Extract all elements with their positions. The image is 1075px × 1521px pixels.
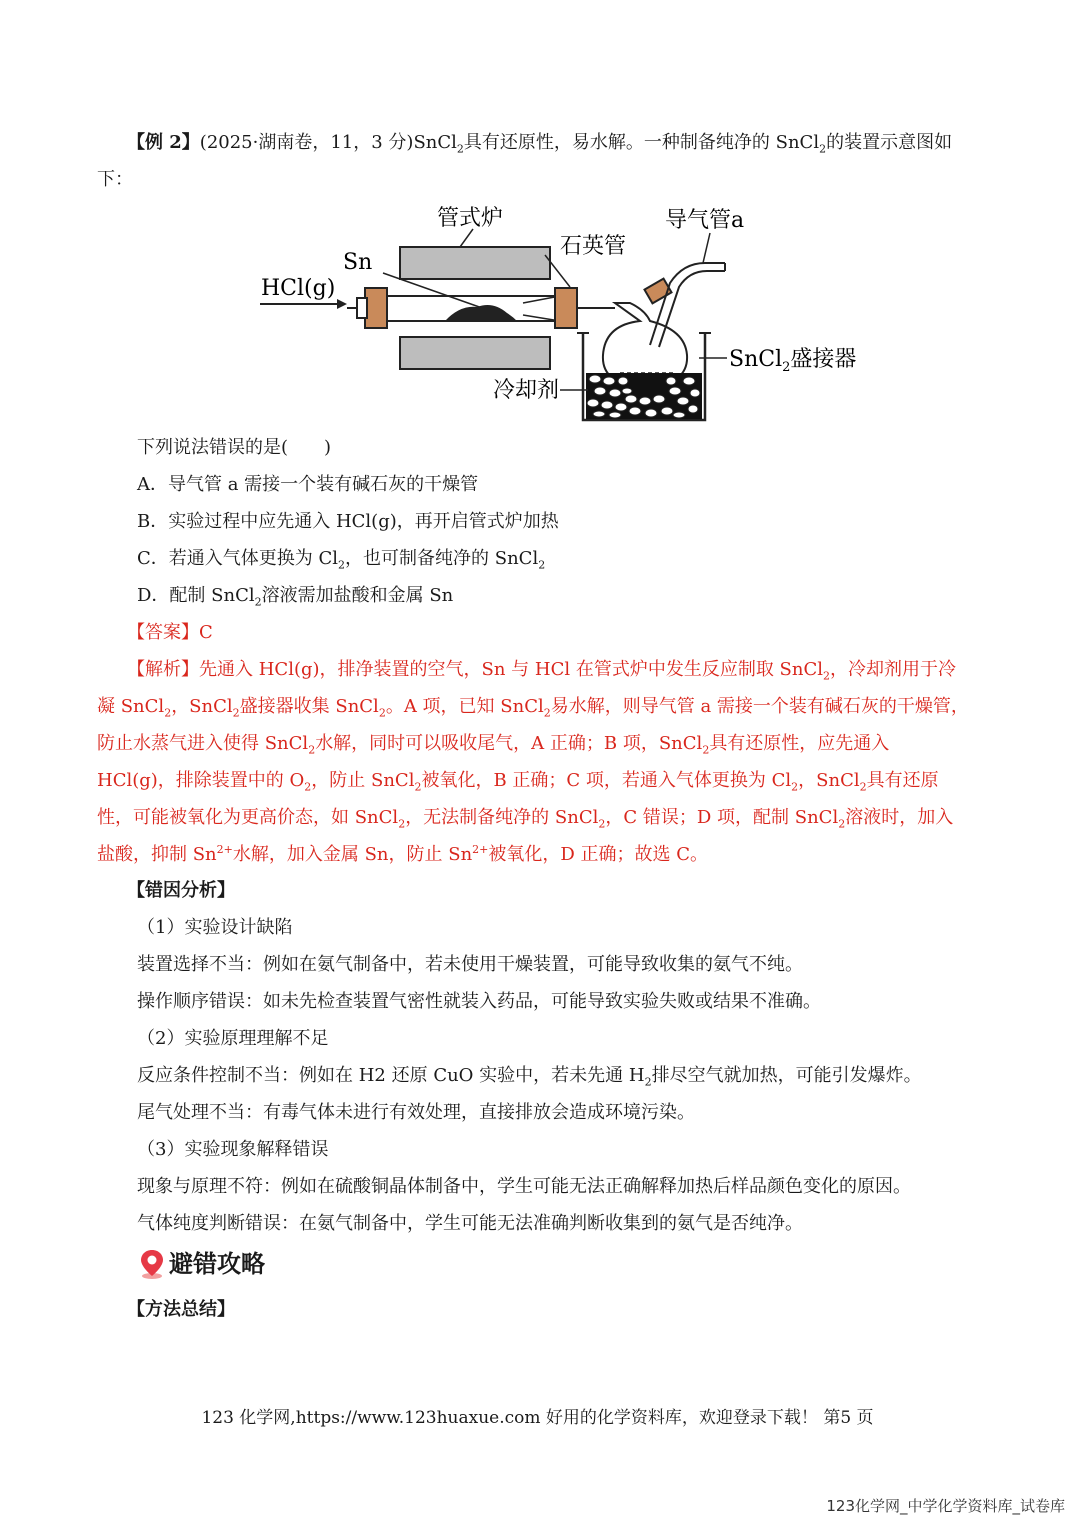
left-stopper — [365, 288, 387, 328]
furnace-bottom-block — [400, 337, 550, 369]
furnace-top-block — [400, 247, 550, 279]
option-c-text: C．若通入气体更换为 Cl — [137, 548, 339, 569]
error-paragraph-4: 尾气处理不当：有毒气体未进行有效处理，直接排放会造成环境污染。 — [137, 1102, 695, 1123]
label-sn: Sn — [343, 250, 373, 275]
label-receiver-text2: 盛接器 — [790, 347, 857, 372]
answer-tag: 【答案】 — [127, 622, 199, 643]
option-a: A．导气管 a 需接一个装有碱石灰的干燥管 — [137, 474, 479, 495]
answer-line — [127, 621, 213, 645]
analysis-line-6: 盐酸，抑制 $Sn^{2+}$水解，加入金属 Sn，防止 $Sn^{2+}$被氧化，D 正确；故选 C。 — [97, 843, 709, 865]
analysis-tag: 【解析】 — [127, 659, 199, 680]
error-heading-2: （2）实验原理理解不足 — [137, 1028, 329, 1049]
page-footer: 123 化学网,https://www.123huaxue.com 好用的化学资料库，欢迎登录下载！ 第5 页 — [201, 1408, 874, 1428]
error-paragraph-3: 反应条件控制不当：例如在 H2 还原 CuO 实验中，若未先通 $H_2$排尽空气就加热，可能引发爆炸。 — [137, 1065, 922, 1089]
option-c-sub: 2 — [338, 558, 346, 572]
apparatus-diagram — [255, 195, 865, 430]
option-b: B．实验过程中应先通入 HCl(g)，再开启管式炉加热 — [137, 511, 559, 532]
analysis-line-4: HCl(g)，排除装置中的 $O_2$，防止 SnCl$_2$被氧化，B 正确；C 项，若通入气体更换为 $Cl_2$，SnCl$_2$具有还原 — [97, 770, 939, 794]
error-paragraph-6: 气体纯度判断错误：在氨气制备中，学生可能无法准确判断收集到的氨气是否纯净。 — [137, 1213, 803, 1234]
error-paragraph-1: 装置选择不当：例如在氨气制备中，若未使用干燥装置，可能导致收集的氨气不纯。 — [137, 954, 803, 975]
section-title — [137, 1248, 265, 1280]
question-source: (2025·湖南卷，11，3 分) — [199, 132, 414, 153]
question-prompt: 下列说法错误的是( ) — [137, 437, 332, 458]
label-receiver-sub: 2 — [782, 360, 791, 375]
analysis-line-5: 性，可能被氧化为更高价态，如 SnCl$_2$，无法制备纯净的 SnCl$_2$，C 错误；D 项，配制 SnCl$_2$溶液时，加入 — [97, 807, 954, 831]
analysis-line-3: 防止水蒸气进入使得 SnCl$_2$水解，同时可以吸收尾气，A 正确；B 项，SnCl$_2$具有还原性，应先通入 — [97, 733, 890, 757]
option-c-sub2: 2 — [538, 558, 546, 572]
stem-text: SnCl — [413, 132, 457, 153]
error-heading-3: （3）实验现象解释错误 — [137, 1139, 329, 1160]
option-d — [137, 584, 453, 608]
option-c-text2: ，也可制备纯净的 SnCl — [345, 548, 539, 569]
label-hcl: HCl(g) — [261, 276, 336, 301]
label-quartz: 石英管 — [560, 234, 627, 259]
label-coolant: 冷却剂 — [493, 378, 560, 403]
question-stem-line2: 下： — [97, 169, 133, 190]
label-furnace: 管式炉 — [437, 206, 504, 231]
option-d-text: D．配制 SnCl — [137, 585, 255, 606]
analysis-line-2: 凝 SnCl$_2$，SnCl$_2$盛接器收集 SnCl$_2$。A 项，已知 SnCl$_2$易水解，则导气管 a 需接一个装有碱石灰的干燥管， — [97, 696, 969, 720]
stem-text: 的装置示意图如 — [826, 132, 953, 153]
error-paragraph-2: 操作顺序错误：如未先检查装置气密性就装入药品，可能导致实验失败或结果不准确。 — [137, 991, 821, 1012]
label-receiver-text: SnCl — [729, 347, 783, 372]
error-heading-1: （1）实验设计缺陷 — [137, 917, 293, 938]
analysis-line-1: 【解析】先通入 HCl(g)，排净装置的空气，Sn 与 HCl 在管式炉中发生反应制取 SnCl$_2$，冷却剂用于冷 — [127, 659, 957, 683]
method-summary-title: 【方法总结】 — [127, 1299, 235, 1320]
stem-sub: 2 — [819, 142, 827, 156]
stem-sub: 2 — [456, 142, 464, 156]
watermark: 123化学网_中学化学资料库_试卷库 — [826, 1497, 1065, 1515]
question-tag: 【例 2】 — [127, 132, 200, 153]
option-d-text2: 溶液需加盐酸和金属 Sn — [261, 585, 454, 606]
option-d-sub: 2 — [254, 595, 262, 609]
error-paragraph-5: 现象与原理不符：例如在硫酸铜晶体制备中，学生可能无法正确解释加热后样品颜色变化的原因。 — [137, 1176, 911, 1197]
error-analysis-title: 【错因分析】 — [127, 880, 235, 901]
right-stopper — [555, 288, 577, 328]
label-receiver — [729, 347, 856, 375]
question-stem-line1 — [127, 131, 952, 155]
coolant-pebbles — [586, 373, 702, 419]
label-tube-a: 导气管a — [665, 208, 745, 233]
option-c — [137, 547, 545, 571]
answer-value: C — [199, 622, 213, 643]
location-pin-icon — [137, 1248, 167, 1280]
stem-text: 具有还原性，易水解。一种制备纯净的 SnCl — [463, 132, 820, 153]
section-title-text: 避错攻略 — [169, 1249, 265, 1278]
